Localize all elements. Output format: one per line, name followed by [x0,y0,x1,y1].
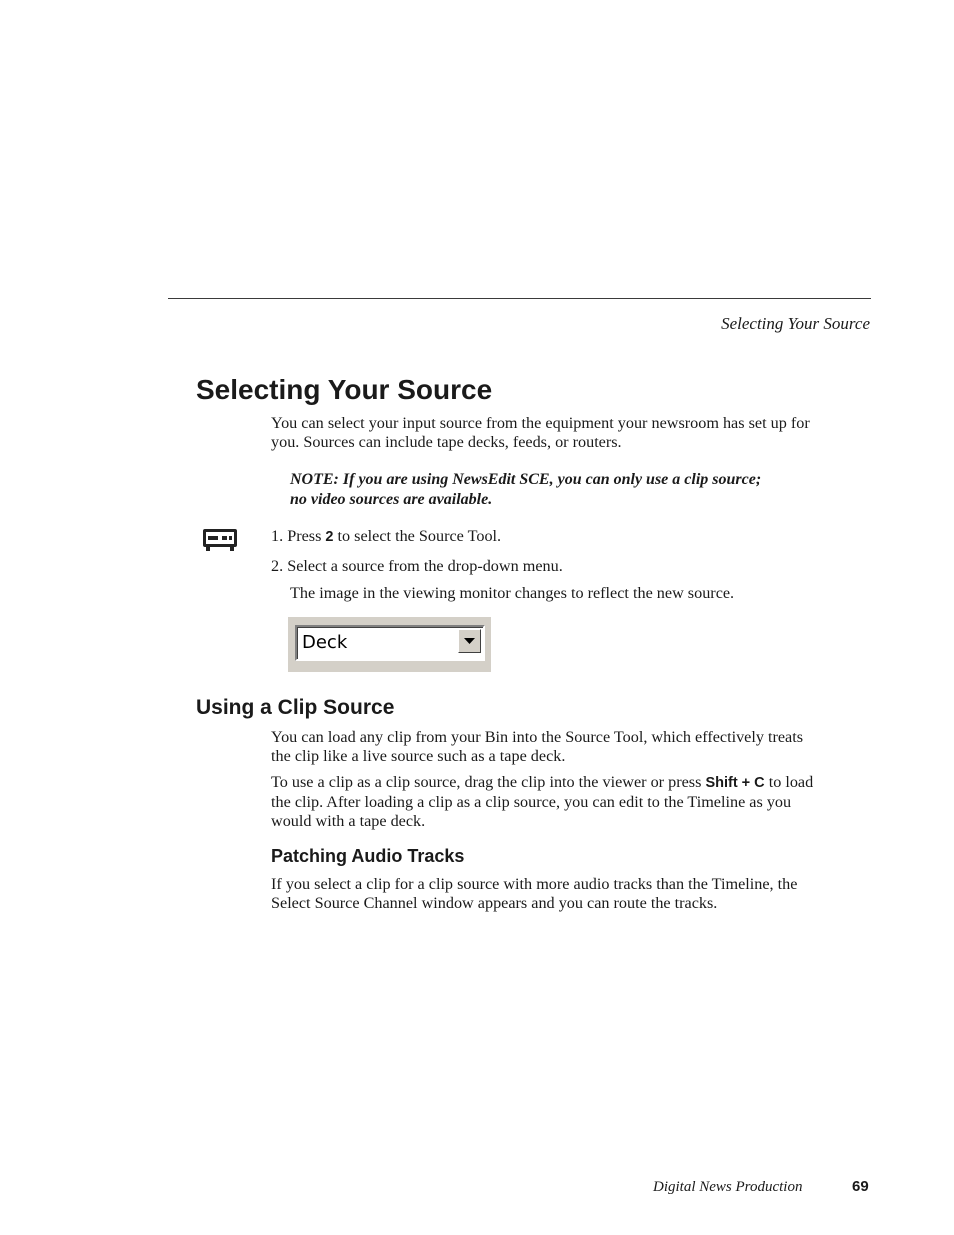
source-dropdown[interactable] [295,625,485,661]
source-tool-icon [202,528,238,552]
header-rule [168,298,871,299]
step-text: to select the Source Tool. [333,527,502,545]
dropdown-value: Deck [302,632,348,653]
step-number: 2. [271,557,284,575]
clip-source-instructions [271,773,816,831]
step-result: The image in the viewing monitor changes to reflect the new source. [290,584,735,602]
step-2 [271,557,816,576]
paragraph-text: To use a clip as a clip source, drag the clip into the viewer or press [271,773,706,791]
step-text: Press [287,527,326,545]
step-text: Select a source from the drop-down menu. [287,557,563,575]
subsection-heading: Patching Audio Tracks [271,846,465,866]
step-number: 1. [271,527,284,545]
page-number: 69 [852,1178,869,1195]
intro-paragraph: You can select your input source from the equipment your newsroom has set up for you. Sources can include tape decks, feeds, or routers. [271,414,810,451]
step-1 [271,527,816,547]
footer-title: Digital News Production [653,1179,803,1195]
running-head: Selecting Your Source [721,314,870,333]
source-dropdown-screenshot [288,617,491,672]
key-label: Shift + C [705,775,765,791]
paragraph-text: to load the clip. After loading a clip as a clip source, you can edit to the Timeline as you would with a tape deck. [271,773,814,830]
clip-source-paragraph: You can load any clip from your Bin into the Source Tool, which effectively treats the clip like a live source such as a tape deck. [271,728,804,765]
audio-tracks-paragraph: If you select a clip for a clip source with more audio tracks than the Timeline, the Select Source Channel window appears and you can route the tracks. [271,875,798,912]
key-label: 2 [325,529,334,545]
page-title: Selecting Your Source [196,374,493,405]
chevron-down-icon [459,630,480,652]
dropdown-button[interactable] [458,629,481,653]
note-paragraph: NOTE: If you are using NewsEdit SCE, you can only use a clip source; no video sources are available. [290,471,762,508]
section-heading: Using a Clip Source [196,696,395,719]
